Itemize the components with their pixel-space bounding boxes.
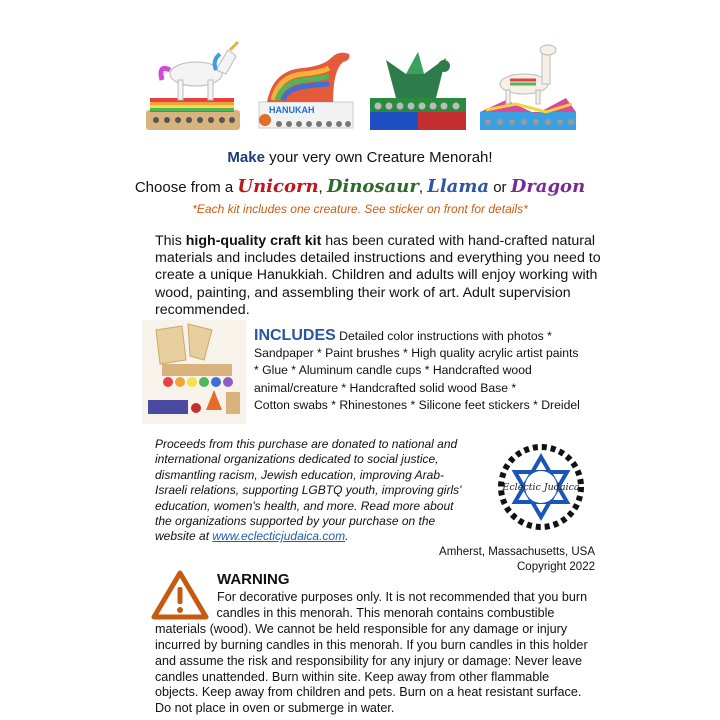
creature-dinosaur: Dinosaur — [326, 176, 419, 197]
desc-line1-post: has been curated with hand-crafted natural — [321, 233, 596, 249]
copyright-text: Copyright 2022 — [517, 560, 595, 573]
sep-3: or — [489, 179, 511, 196]
proceeds-line6: the organizations supported by your purchase on the — [155, 514, 436, 529]
location-block — [439, 545, 595, 574]
desc-line4: wood, painting, and assembling their work of art. Adult supervision — [155, 284, 571, 301]
hanukah-sign-text: HANUKAH — [269, 105, 315, 115]
choose-prefix: Choose from a — [134, 179, 238, 196]
includes-line5: Cotton swabs * Rhinestones * Silicone feet stickers * Dreidel — [254, 397, 580, 412]
includes-line1: Detailed color instructions with photos * — [335, 329, 552, 343]
make-rest: your very own Creature Menorah! — [264, 149, 493, 166]
eclectic-judaica-seal — [497, 443, 585, 531]
kit-note: *Each kit includes one creature. See sticker on front for details* — [192, 202, 528, 216]
warning-line4: incurred by burning candles in this menorah. If you burn candles in this holder — [155, 637, 588, 652]
includes-heading: INCLUDES — [254, 327, 336, 344]
creature-dragon: Dragon — [510, 176, 586, 197]
proceeds-line5: education, women's health, and more. Read more about — [155, 498, 454, 513]
creature-unicorn: Unicorn — [237, 176, 319, 197]
includes-line3: * Glue * Aluminum candle cups * Handcrafted wood — [254, 363, 532, 378]
llama-menorah-image — [476, 40, 580, 138]
proceeds-line1: Proceeds from this purchase are donated to national and — [155, 437, 458, 451]
proceeds-paragraph — [155, 437, 495, 545]
dragon-menorah-image — [366, 40, 470, 138]
description-paragraph — [155, 233, 601, 319]
proceeds-line7-post: . — [345, 529, 349, 544]
proceeds-line4: Israeli relations, supporting LGBTQ youth, improving girls' — [155, 483, 462, 498]
warning-body — [155, 590, 595, 717]
choose-creature-line — [0, 176, 720, 197]
warning-title: WARNING — [217, 571, 290, 588]
warning-line8: Do not place in oven or submerge in water. — [155, 701, 395, 716]
location-city: Amherst, Massachusetts, USA — [439, 546, 595, 558]
warning-line3: materials (wood). We cannot be held responsible for any damage or injury — [155, 621, 568, 636]
includes-list — [254, 327, 604, 414]
dinosaur-menorah-image — [253, 40, 357, 138]
warning-line7: objects. Keep away from children and pets. Burn on a heat resistant surface. — [155, 685, 582, 700]
sep-1: , — [318, 179, 327, 196]
make-word: Make — [227, 149, 265, 166]
sep-2: , — [418, 179, 428, 196]
proceeds-line2: international organizations dedicated to social justice, — [155, 452, 439, 467]
creature-llama: Llama — [427, 176, 490, 197]
warning-line6: candles unattended. Burn within site. Keep away from other flammable — [155, 669, 550, 684]
warning-line1: For decorative purposes only. It is not recommended that you burn — [217, 590, 588, 604]
includes-line4: animal/creature * Handcrafted solid wood Base * — [254, 380, 517, 395]
website-link[interactable]: www.eclecticjudaica.com — [212, 529, 346, 544]
proceeds-line7-pre: website at — [155, 529, 213, 544]
desc-line1-bold: high-quality craft kit — [185, 233, 322, 249]
seal-text: Eclectic Judaica — [502, 482, 580, 493]
warning-line5: and assume the risk and responsibility for any injury or damage: Never leave — [155, 653, 583, 668]
desc-line2: materials and includes detailed instructions and everything you need to — [155, 250, 601, 267]
includes-line2: Sandpaper * Paint brushes * High quality acrylic artist paints — [254, 346, 579, 361]
warning-line2: candles in this menorah. This menorah contains combustible — [213, 605, 555, 620]
make-headline — [0, 149, 720, 166]
desc-line5: recommended. — [155, 301, 250, 318]
kit-contents-image — [142, 320, 246, 424]
product-photos — [140, 40, 580, 140]
proceeds-line3: dismantling racism, Jewish education, improving Arab- — [155, 467, 445, 482]
desc-line3: create a unique Hanukkiah. Children and adults will enjoy working with — [155, 267, 598, 284]
unicorn-menorah-image — [140, 40, 244, 138]
desc-line1-pre: This — [155, 233, 186, 249]
